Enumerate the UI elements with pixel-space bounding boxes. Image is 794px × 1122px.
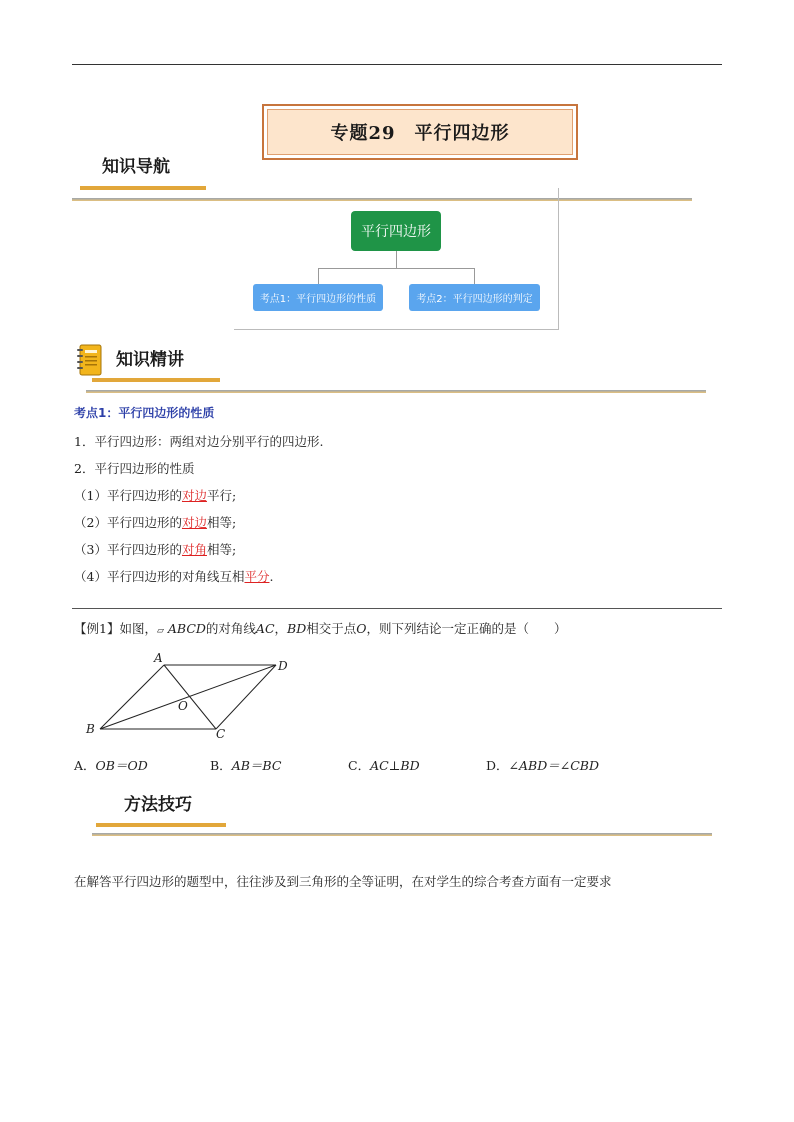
label-b: B [86,722,95,736]
option-a: A．OB＝OD [74,758,148,773]
section-line-lecture [86,390,706,393]
diagonal-bd [100,665,276,729]
diagonal-ac [164,665,216,729]
mindmap-child-node-2: 考点2：平行四边形的判定 [409,284,540,311]
title-box [262,104,578,160]
keyword: 对边 [181,488,207,503]
header-rule [72,64,722,65]
section-heading-lecture: 知识精讲 [116,350,184,370]
keyword: 平分 [244,569,270,584]
section-heading-nav: 知识导航 [102,157,170,177]
section-bar-method [96,823,226,827]
mindmap-child-node-1: 考点1：平行四边形的性质 [253,284,383,311]
definition-line: 1．平行四边形：两组对边分别平行的四边形. [74,434,324,449]
keyword: 对角 [181,542,207,557]
side-ba [100,665,164,729]
knowledge-point-title: 考点1：平行四边形的性质 [74,406,215,420]
mindmap-connector [318,268,474,269]
option-b: B．AB＝BC [210,758,282,773]
section-bar-lecture [92,378,220,382]
mindmap-connector [396,251,397,268]
label-d: D [278,659,288,673]
parallelogram-figure [80,648,300,740]
side-dc [216,665,276,729]
mindmap-connector [474,268,475,284]
keyword: 对边 [181,515,207,530]
option-d: D．∠ABD＝∠CBD [486,758,599,773]
section-divider [72,608,722,609]
label-o: O [178,699,188,713]
section-line-method [92,833,712,836]
mindmap-connector [318,268,319,284]
property-item: （1）平行四边形的对边平行; [74,488,237,503]
mindmap-root-node: 平行四边形 [351,211,441,251]
label-a: A [154,651,163,665]
property-heading: 2．平行四边形的性质 [74,461,195,476]
option-c: C．AC⊥BD [348,758,420,773]
page-title: 专题29 平行四边形 [267,109,573,155]
section-heading-method: 方法技巧 [124,795,192,815]
property-item: （4）平行四边形的对角线互相平分. [74,569,274,584]
label-c: C [216,727,226,740]
property-item: （3）平行四边形的对角相等; [74,542,237,557]
method-text: 在解答平行四边形的题型中，往往涉及到三角形的全等证明，在对学生的综合考查方面有一定要求 [74,874,612,889]
notebook-icon [76,344,102,376]
property-item: （2）平行四边形的对边相等; [74,515,237,530]
example-question: 【例1】如图，▱ ABCD的对角线AC，BD相交于点O，则下列结论一定正确的是（ ） [74,621,567,636]
section-bar-nav [80,186,206,190]
